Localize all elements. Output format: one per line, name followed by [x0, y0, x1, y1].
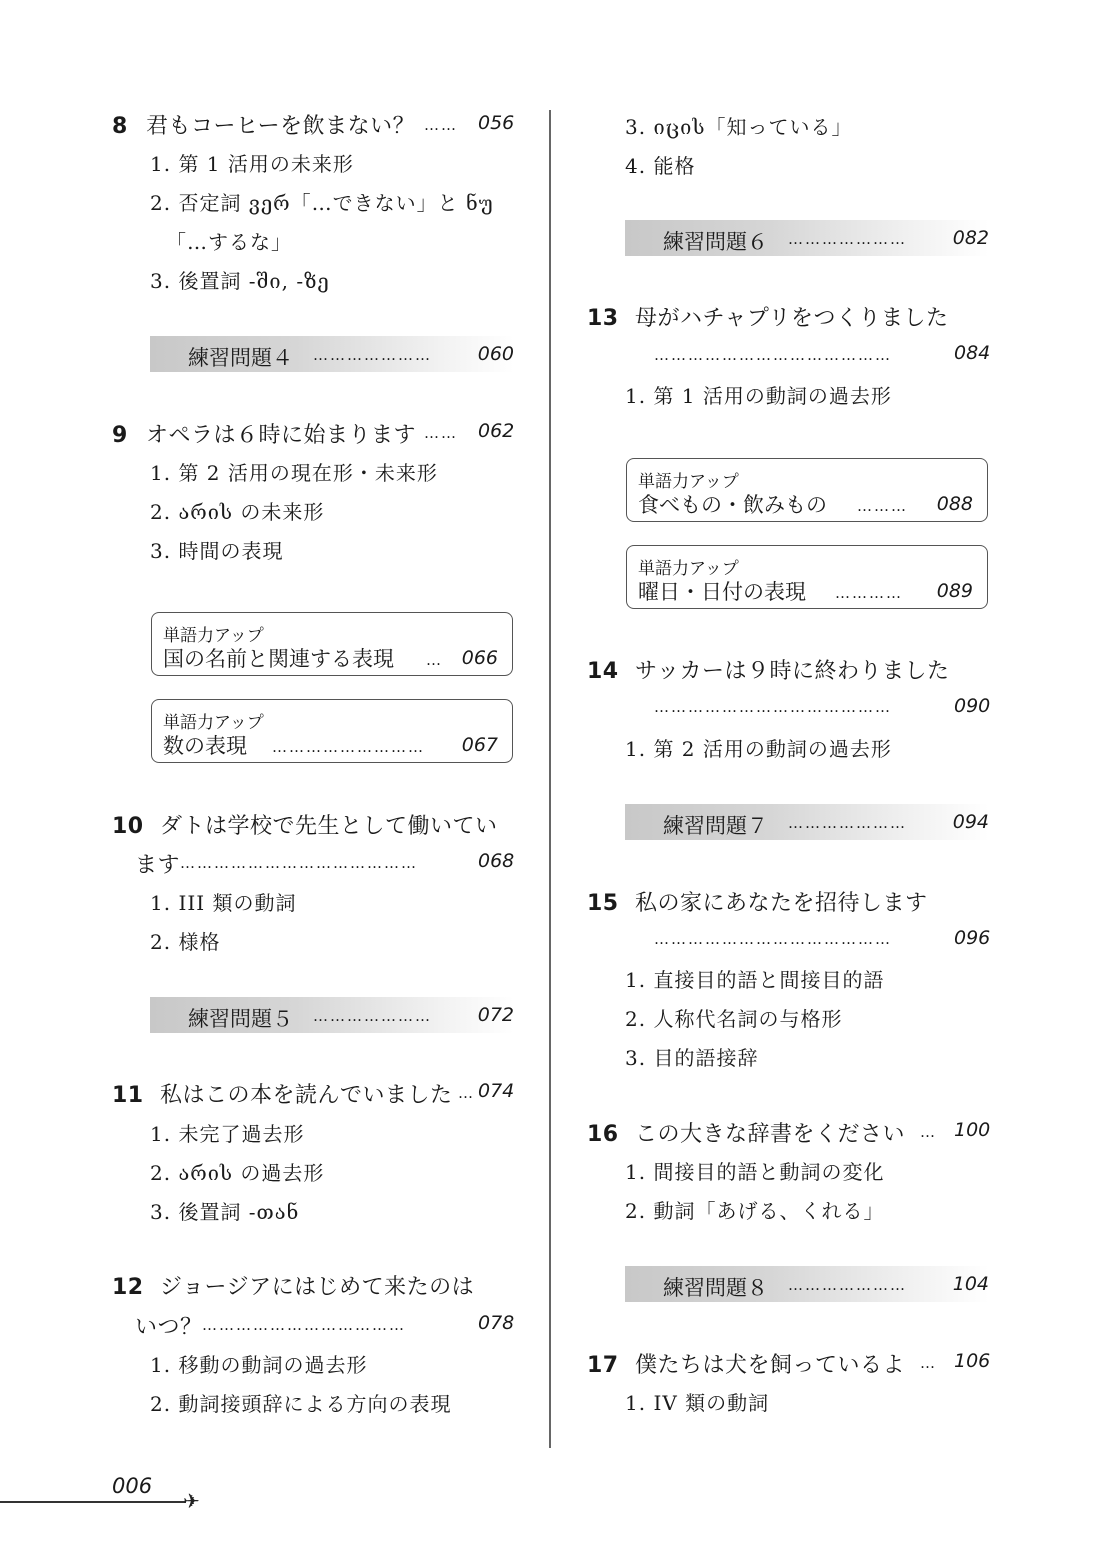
exercise-label: 練習問題７ [663, 814, 768, 838]
chapter-12-heading[interactable] [112, 1270, 474, 1301]
leader-dots: … [920, 1354, 937, 1372]
section-item: 3. 時間の表現 [150, 539, 284, 563]
exercise-7-row[interactable] [625, 804, 989, 840]
leader-dots: …………………………………… [654, 930, 892, 948]
page-number: 066 [461, 647, 498, 669]
vocab-box-title: 国の名前と関連する表現 [163, 647, 394, 671]
section-item: 1. 直接目的語と間接目的語 [625, 968, 885, 992]
exercise-label: 練習問題５ [188, 1007, 293, 1031]
exercise-8-row[interactable] [625, 1266, 989, 1302]
page-number: 088 [936, 493, 973, 515]
section-item: 2. 人称代名詞の与格形 [625, 1007, 843, 1031]
section-item: 1. 間接目的語と動詞の変化 [625, 1160, 885, 1184]
section-item: 2. არის の過去形 [150, 1161, 325, 1185]
chapter-number: 16 [587, 1122, 619, 1147]
section-item: 4. 能格 [625, 154, 696, 178]
section-item: 3. 後置詞 -ში, -ზე [150, 269, 330, 293]
page-number: 067 [461, 734, 498, 756]
section-item: 2. 否定詞 ვერ「…できない」と ნუ [150, 191, 494, 215]
section-item: 1. 移動の動詞の過去形 [150, 1353, 368, 1377]
leader-dots: …………………………………… [654, 698, 892, 716]
chapter-11-heading[interactable] [112, 1078, 453, 1109]
chapter-title: 君もコーヒーを飲まない？ [146, 114, 416, 139]
vocab-box-title: 数の表現 [163, 734, 247, 758]
vocab-box-label: 単語力アップ [638, 559, 739, 579]
section-item: 「…するな」 [166, 230, 292, 254]
leader-dots: ………… [835, 584, 903, 602]
chapter-title-continued: ます [135, 853, 181, 878]
chapter-title: ジョージアにはじめて来たのは [160, 1275, 475, 1300]
page-number: 100 [954, 1119, 991, 1141]
chapter-title: オペラは６時に始まります [146, 423, 417, 448]
vocab-box-country-names[interactable] [151, 612, 513, 676]
leader-dots: … [920, 1123, 937, 1141]
chapter-13-heading[interactable] [587, 301, 948, 332]
chapter-title: 私はこの本を読んでいました [160, 1083, 453, 1108]
exercise-label: 練習問題６ [663, 230, 768, 254]
leader-dots: … [426, 651, 443, 669]
exercise-label: 練習問題４ [188, 346, 293, 370]
page-number: 082 [952, 227, 989, 249]
chapter-title: 私の家にあなたを招待します [635, 891, 928, 916]
page-number: 090 [954, 695, 991, 717]
chapter-title: 僕たちは犬を飼っているよ [635, 1353, 906, 1378]
page-number: 068 [478, 850, 515, 872]
chapter-number: 9 [112, 423, 128, 448]
chapter-number: 8 [112, 114, 128, 139]
folio-page-number: 006 [112, 1474, 153, 1498]
chapter-17-heading[interactable] [587, 1348, 905, 1379]
chapter-number: 13 [587, 306, 619, 331]
chapter-number: 10 [112, 814, 144, 839]
leader-dots: ……………………… [272, 738, 425, 756]
page-number: 072 [477, 1004, 514, 1026]
section-item: 1. IV 類の動詞 [625, 1391, 770, 1415]
chapter-number: 12 [112, 1275, 144, 1300]
vocab-box-numbers[interactable] [151, 699, 513, 763]
page-number: 089 [936, 580, 973, 602]
vocab-box-title: 食べもの・飲みもの [638, 493, 827, 517]
exercise-5-row[interactable] [150, 997, 514, 1033]
vocab-box-label: 単語力アップ [638, 472, 739, 492]
section-item: 1. 第 1 活用の動詞の過去形 [625, 384, 892, 408]
chapter-16-heading[interactable] [587, 1117, 905, 1148]
leader-dots: …… [424, 116, 458, 134]
leader-dots: ……………………………… [202, 1316, 406, 1334]
leader-dots: ………………… [313, 1007, 432, 1025]
column-divider [549, 110, 551, 1448]
chapter-title: サッカーは９時に終わりました [635, 659, 950, 684]
page-number: 056 [478, 112, 515, 134]
section-item: 2. 動詞接頭辞による方向の表現 [150, 1392, 452, 1416]
leader-dots: ………………… [788, 230, 907, 248]
chapter-title: この大きな辞書をください [635, 1122, 906, 1147]
vocab-box-label: 単語力アップ [163, 626, 264, 646]
page-number: 074 [478, 1080, 515, 1102]
chapter-9-heading[interactable] [112, 418, 416, 449]
page-number: 060 [477, 343, 514, 365]
chapter-14-heading[interactable] [587, 654, 950, 685]
section-item: 1. 未完了過去形 [150, 1122, 305, 1146]
page-number: 106 [954, 1350, 991, 1372]
exercise-4-row[interactable] [150, 336, 514, 372]
chapter-title: ダトは学校で先生として働いてい [160, 814, 498, 839]
exercise-label: 練習問題８ [663, 1276, 768, 1300]
page-number: 096 [954, 927, 991, 949]
leader-dots: ………………… [788, 814, 907, 832]
page-number: 084 [954, 342, 991, 364]
leader-dots: … [458, 1084, 475, 1102]
section-item: 2. არის の未来形 [150, 500, 325, 524]
leader-dots: …………………………………… [654, 346, 892, 364]
section-item: 3. 後置詞 -თან [150, 1200, 300, 1224]
leader-dots: …… [424, 424, 458, 442]
footer-rule [0, 1501, 186, 1503]
exercise-6-row[interactable] [625, 220, 989, 256]
chapter-8-heading[interactable] [112, 109, 415, 140]
chapter-title-continued: いつ？ [135, 1315, 203, 1340]
page-number: 094 [952, 811, 989, 833]
chapter-number: 17 [587, 1353, 619, 1378]
vocab-box-food-drink[interactable] [626, 458, 988, 522]
vocab-box-days-dates[interactable] [626, 545, 988, 609]
section-item: 3. იცის「知っている」 [625, 115, 853, 139]
chapter-10-heading[interactable] [112, 809, 498, 840]
section-item: 1. III 類の動詞 [150, 891, 297, 915]
chapter-15-heading[interactable] [587, 886, 928, 917]
chapter-number: 15 [587, 891, 619, 916]
section-item: 2. 動詞「あげる、くれる」 [625, 1199, 885, 1223]
vocab-box-label: 単語力アップ [163, 713, 264, 733]
page-number: 078 [478, 1312, 515, 1334]
chapter-title: 母がハチャプリをつくりました [635, 306, 949, 331]
section-item: 2. 様格 [150, 930, 221, 954]
leader-dots: ………………… [313, 346, 432, 364]
section-item: 1. 第 2 活用の動詞の過去形 [625, 737, 892, 761]
airplane-icon: ✈ [183, 1489, 200, 1513]
leader-dots: ………………… [788, 1276, 907, 1294]
page-number: 062 [478, 420, 515, 442]
leader-dots: …………………………………… [180, 854, 418, 872]
leader-dots: ……… [857, 497, 908, 515]
page-number: 104 [952, 1273, 989, 1295]
chapter-number: 14 [587, 659, 619, 684]
section-item: 1. 第 1 活用の未来形 [150, 152, 354, 176]
chapter-number: 11 [112, 1083, 144, 1108]
vocab-box-title: 曜日・日付の表現 [638, 580, 806, 604]
section-item: 3. 目的語接辞 [625, 1046, 759, 1070]
section-item: 1. 第 2 活用の現在形・未来形 [150, 461, 438, 485]
